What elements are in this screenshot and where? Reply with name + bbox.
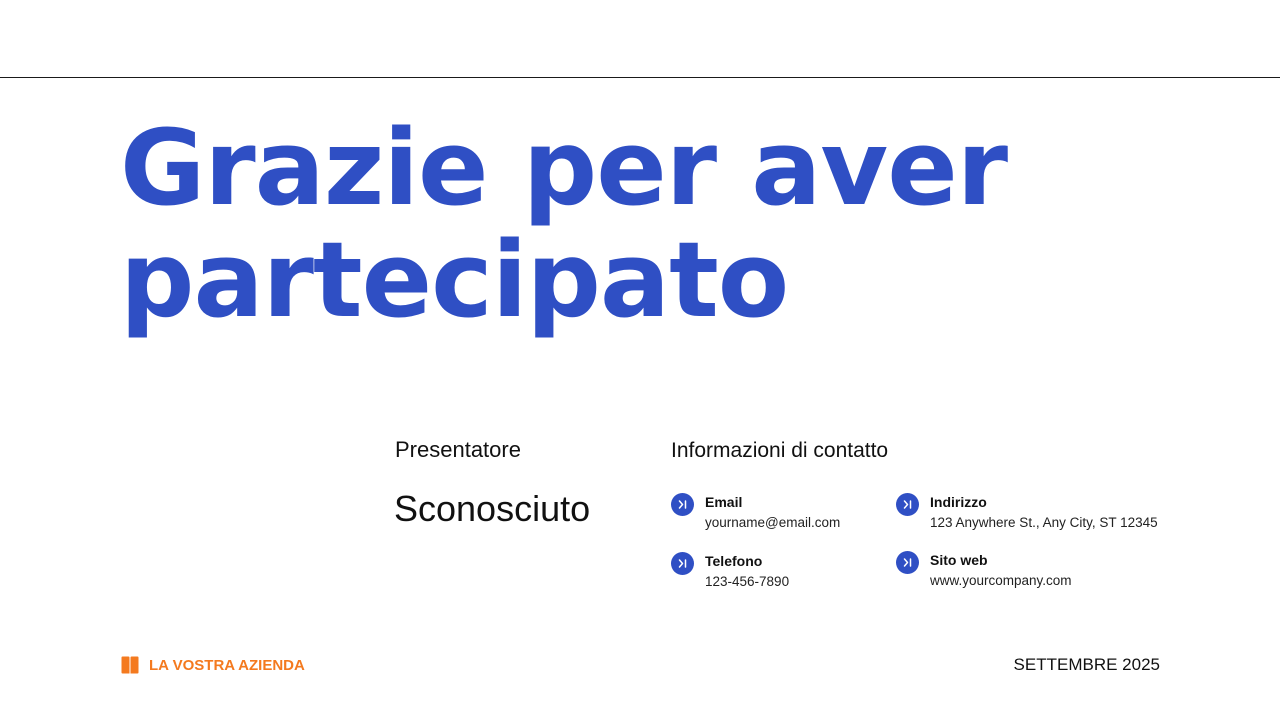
book-icon — [121, 656, 139, 674]
contact-phone-label: Telefono — [705, 553, 763, 569]
contact-heading: Informazioni di contatto — [671, 439, 889, 462]
arrow-to-bar-icon — [896, 551, 919, 574]
slide-title-line-1: Grazie per aver — [120, 107, 1008, 229]
contact-address-label: Indirizzo — [930, 494, 987, 510]
presenter-label: Presentatore — [395, 437, 521, 462]
presenter-name: Sconosciuto — [394, 488, 591, 529]
company-brand — [121, 656, 305, 674]
contact-website-value[interactable]: www.yourcompany.com — [930, 573, 1072, 588]
presentation-date: SETTEMBRE 2025 — [1013, 655, 1160, 674]
arrow-to-bar-icon — [671, 552, 694, 575]
contact-email-value[interactable]: yourname@email.com — [705, 515, 841, 530]
arrow-to-bar-icon — [671, 493, 694, 516]
contact-website-label: Sito web — [930, 552, 988, 568]
contact-phone-value[interactable]: 123-456-7890 — [705, 574, 790, 589]
contact-email-label: Email — [705, 494, 743, 510]
contact-address-value: 123 Anywhere St., Any City, ST 12345 — [930, 515, 1158, 530]
slide-title-line-2: partecipato — [120, 219, 789, 341]
arrow-to-bar-icon — [896, 493, 919, 516]
company-name: LA VOSTRA AZIENDA — [149, 656, 305, 674]
top-divider — [0, 77, 1280, 78]
slide-title — [120, 107, 1008, 341]
